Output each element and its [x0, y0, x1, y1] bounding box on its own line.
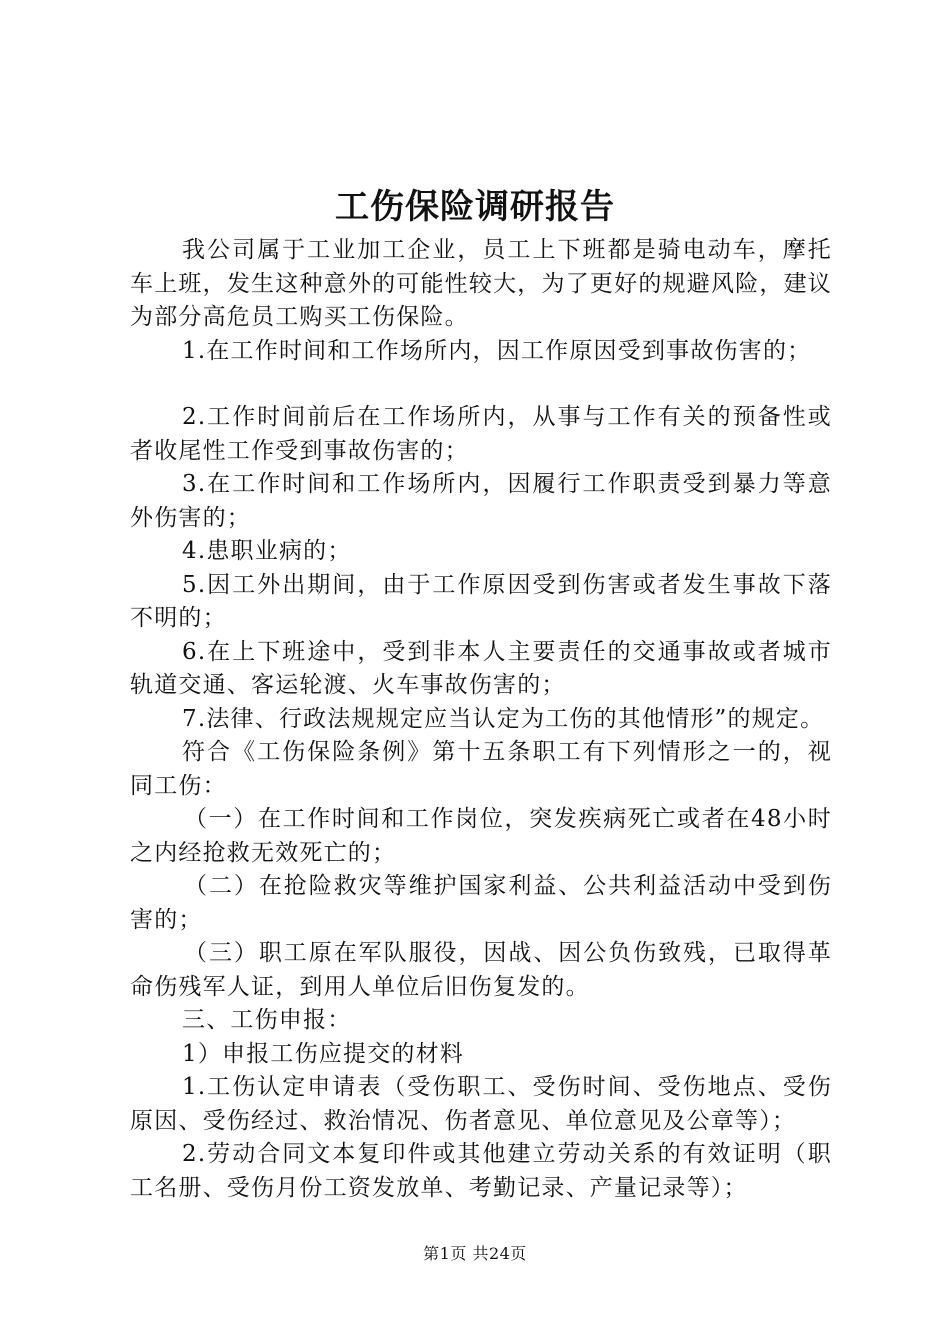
paragraph-item-2: 2.工作时间前后在工作场所内，从事与工作有关的预备性或者收尾性工作受到事故伤害的； [130, 404, 832, 464]
paragraph-item-5: 5.因工外出期间，由于工作原因受到伤害或者发生事故下落不明的； [130, 571, 832, 631]
paragraph-item-3: 3.在工作时间和工作场所内，因履行工作职责受到暴力等意外伤害的； [130, 471, 832, 531]
paragraph-case-1: （一）在工作时间和工作岗位，突发疾病死亡或者在48小时之内经抢救无效死亡的； [130, 806, 832, 866]
paragraph-case-3: （三）职工原在军队服役，因战、因公负伤致残，已取得革命伤残军人证，到用人单位后旧伤复发的。 [130, 940, 832, 1000]
paragraph-regulation: 符合《工伤保险条例》第十五条职工有下列情形之一的，视同工伤： [130, 739, 832, 799]
paragraph-case-2: （二）在抢险救灾等维护国家利益、公共利益活动中受到伤害的； [130, 873, 832, 933]
document-body [130, 234, 832, 1205]
paragraph-material-1: 1.工伤认定申请表（受伤职工、受伤时间、受伤地点、受伤原因、受伤经过、救治情况、伤者意见、单位意见及公章等）； [130, 1074, 832, 1134]
paragraph-item-7: 7.法律、行政法规规定应当认定为工伤的其他情形”的规定。 [182, 705, 825, 732]
page-number-footer: 第1页 共24页 [423, 1244, 527, 1263]
section-heading-declaration: 三、工伤申报： [182, 1007, 352, 1033]
paragraph-intro: 我公司属于工业加工企业，员工上下班都是骑电动车，摩托车上班，发生这种意外的可能性较大，为了更好的规避风险，建议为部分高危员工购买工伤保险。 [130, 237, 832, 330]
paragraph-item-4: 4.患职业病的； [182, 538, 352, 564]
paragraph-item-6: 6.在上下班途中，受到非本人主要责任的交通事故或者城市轨道交通、客运轮渡、火车事故伤害的； [130, 638, 832, 698]
subheading-materials: 1）申报工伤应提交的材料 [182, 1040, 465, 1067]
document-title: 工伤保险调研报告 [335, 187, 615, 227]
paragraph-material-2: 2.劳动合同文本复印件或其他建立劳动关系的有效证明（职工名册、受伤月份工资发放单、考勤记录、产量记录等）； [130, 1141, 832, 1201]
paragraph-item-1: 1.在工作时间和工作场所内，因工作原因受到事故伤害的； [182, 337, 812, 364]
